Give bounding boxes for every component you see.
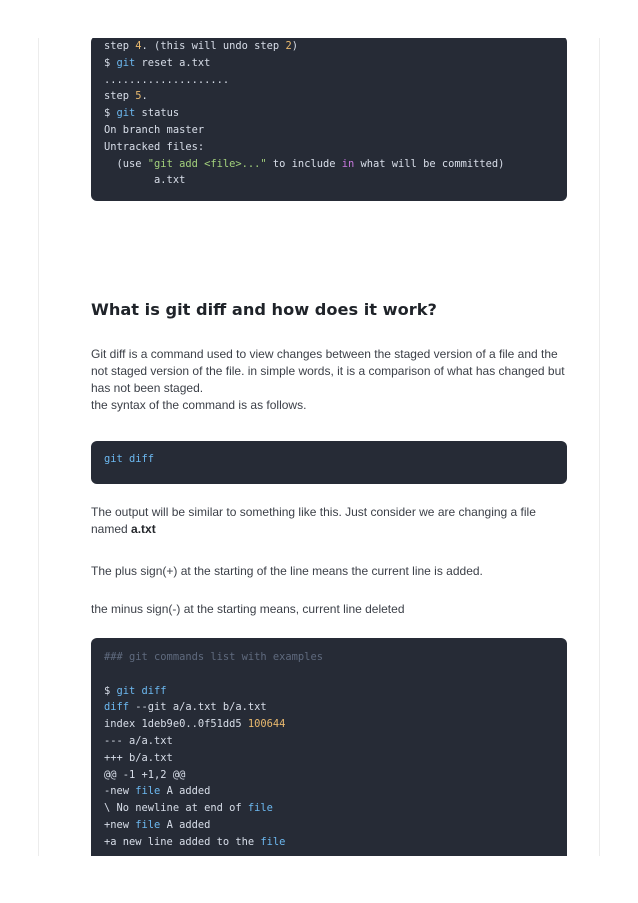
code-token: status xyxy=(135,107,180,120)
code-line xyxy=(104,834,567,851)
code-token: index 1deb9e0..0f51dd5 xyxy=(104,718,248,731)
code-token: --- a/a.txt xyxy=(104,734,173,747)
plus-sign-paragraph: The plus sign(+) at the starting of the line means the current line is added. xyxy=(91,564,483,578)
code-line xyxy=(104,817,567,834)
code-token: 5 xyxy=(135,90,142,103)
code-token: step xyxy=(104,40,136,52)
code-token: -new xyxy=(104,785,136,798)
code-token: step xyxy=(104,90,136,103)
code-token: (use xyxy=(104,157,148,170)
code-token: +++ b/a.txt xyxy=(104,751,173,764)
code-line xyxy=(104,767,567,784)
code-line xyxy=(104,172,567,189)
code-line xyxy=(104,88,567,105)
code-token: "git add <file>..." xyxy=(147,157,267,170)
code-line xyxy=(104,55,567,72)
code-line xyxy=(104,783,567,800)
code-token: $ xyxy=(104,107,117,120)
code-token: . xyxy=(141,90,148,103)
code-token: On branch master xyxy=(104,123,205,136)
code-token: A added xyxy=(160,818,211,831)
code-line xyxy=(104,666,567,683)
code-block-git-diff-output xyxy=(91,638,567,856)
code-token: .................... xyxy=(104,73,230,86)
code-token: what will be committed) xyxy=(354,157,505,170)
code-line xyxy=(104,649,567,666)
code-line xyxy=(104,800,567,817)
code-token: @@ -1 +1,2 @@ xyxy=(104,768,186,781)
code-line xyxy=(104,38,567,55)
code-token: ) xyxy=(291,40,298,52)
code-line xyxy=(104,156,567,173)
section-heading: What is git diff and how does it work? xyxy=(91,300,437,319)
article-page xyxy=(38,38,600,856)
code-token: $ xyxy=(104,56,117,69)
output-paragraph xyxy=(91,504,567,538)
code-token: file xyxy=(260,835,286,848)
code-line xyxy=(104,750,567,767)
code-token: +new xyxy=(104,818,136,831)
code-token: ### git commands list with examples xyxy=(104,651,323,663)
code-token: git xyxy=(116,56,136,69)
code-token: file xyxy=(247,802,273,815)
code-line xyxy=(104,122,567,139)
code-token: git xyxy=(116,107,136,120)
code-token: A added xyxy=(160,785,211,798)
code-line xyxy=(104,451,567,468)
code-line xyxy=(104,105,567,122)
code-token: 100644 xyxy=(247,718,286,731)
code-line xyxy=(104,733,567,750)
git-diff-description xyxy=(91,346,567,414)
code-token: in xyxy=(341,157,355,170)
code-block-git-reset-status xyxy=(91,38,567,201)
code-token: file xyxy=(135,818,161,831)
code-line xyxy=(104,683,567,700)
minus-sign-paragraph: the minus sign(-) at the starting means, current line deleted xyxy=(91,602,405,616)
code-token: --git a/a.txt b/a.txt xyxy=(129,701,267,714)
code-line xyxy=(104,139,567,156)
code-token: reset a.txt xyxy=(135,56,211,69)
code-token: Untracked files: xyxy=(104,140,205,153)
code-token: 4 xyxy=(135,40,142,52)
code-token: . (this will undo step xyxy=(141,40,286,52)
file-name-bold: a.txt xyxy=(131,522,156,536)
code-token: +a new line added to the xyxy=(104,835,261,848)
code-block-git-diff-command xyxy=(91,441,567,484)
intro-paragraph: Git diff is a command used to view changes between the staged version of a file and the not staged version of the file. in simple words, it is a comparison of what has changed but has not been staged. xyxy=(91,347,565,395)
code-token: a.txt xyxy=(104,174,186,187)
code-line xyxy=(104,699,567,716)
syntax-line: the syntax of the command is as follows. xyxy=(91,398,307,412)
code-token: $ xyxy=(104,684,117,697)
code-token: to include xyxy=(266,157,342,170)
code-token: diff xyxy=(104,701,130,714)
code-line xyxy=(104,72,567,89)
code-token: \ No newline at end of xyxy=(104,802,248,815)
code-token: file xyxy=(135,785,161,798)
output-paragraph-text: The output will be similar to something like this. Just consider we are changing a file named xyxy=(91,505,536,536)
code-token: git diff xyxy=(116,684,167,697)
code-token: git diff xyxy=(104,453,155,465)
code-token: 2 xyxy=(285,40,292,52)
code-line xyxy=(104,716,567,733)
